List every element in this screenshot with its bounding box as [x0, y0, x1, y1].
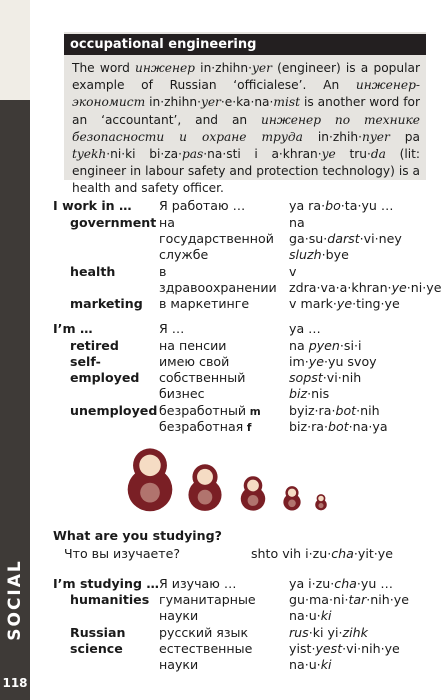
box-text-run: pa [389, 129, 420, 144]
box-text-run: ·ni·ki bi·za· [106, 147, 182, 162]
pron-run: na·u· [289, 657, 321, 672]
matryoshka-doll [128, 448, 173, 511]
pron-run: ·si·i [339, 338, 362, 353]
pron-run: ·ni·ye [406, 280, 442, 295]
english-phrase: unemployed [70, 403, 158, 418]
pronunciation [289, 354, 377, 370]
pron-run: ·bye [321, 247, 349, 262]
pron-run: im· [289, 354, 309, 369]
matryoshka-doll [315, 494, 327, 510]
pron-run: bot [328, 419, 349, 434]
pron-run: ya … [289, 321, 321, 336]
russian-phrase: естественные [159, 641, 253, 656]
pron-run: ye [308, 354, 324, 369]
russian-phrase: Я изучаю … [159, 576, 237, 591]
box-text-run: ·e·ka·na· [220, 95, 274, 110]
russian-phrase: русский язык [159, 625, 249, 640]
russian-phrase: безработный m [159, 403, 261, 418]
russian-phrase: науки [159, 608, 199, 623]
pron-run: yist· [289, 641, 316, 656]
box-text-run: инженер-экономист [72, 78, 420, 110]
pron-run: na·u· [289, 608, 321, 623]
pron-run: ye [336, 296, 353, 311]
pron-run: pyen [308, 338, 340, 353]
pron-run: ya ra· [289, 198, 326, 213]
info-box-body [72, 60, 420, 198]
gender-marker: f [243, 422, 252, 434]
pron-run: v mark· [289, 296, 337, 311]
pronunciation [289, 264, 296, 280]
pron-run: ·ki yi· [308, 625, 343, 640]
box-text-run: in·zhihn· [195, 61, 252, 75]
box-text-run: The word [72, 61, 135, 75]
pronunciation [289, 370, 361, 386]
section-label: SOCIAL [5, 559, 25, 641]
russian-phrase: имею свой [159, 354, 230, 369]
pron-run: v [289, 264, 297, 279]
russian-phrase: Я … [159, 321, 185, 336]
matryoshka-doll [188, 464, 221, 511]
pron-run: na [289, 338, 309, 353]
pronunciation [289, 321, 321, 337]
box-text-run: mist [273, 95, 300, 110]
pron-run: na [289, 215, 305, 230]
box-text-run: yer [200, 95, 221, 110]
pronunciation [289, 608, 331, 624]
box-text-run: yer [252, 61, 272, 75]
pron-run: ·nih [356, 403, 380, 418]
pronunciation [289, 657, 331, 673]
pron-run: ·na·ya [348, 419, 388, 434]
pron-run: zihk [342, 625, 368, 640]
box-text-run: инженер [135, 61, 195, 75]
box-text-run: da [370, 147, 386, 162]
box-text-run: инженер по технике безопасности и охране труда [72, 112, 420, 144]
pronunciation [289, 296, 400, 312]
russian-phrase: на пенсии [159, 338, 227, 353]
english-phrase: humanities [70, 592, 150, 607]
english-phrase: I’m studying … [53, 576, 159, 591]
russian-phrase: государственной [159, 231, 274, 246]
box-text-run: ye [321, 147, 336, 162]
pron-run: ·ta·yu … [340, 198, 394, 213]
pronunciation [289, 625, 368, 641]
pron-run: bot [335, 403, 357, 418]
pron-run: sopst [289, 370, 323, 385]
english-phrase: Russian [70, 625, 126, 640]
pron-run: ·nis [307, 386, 330, 401]
pron-run: biz·ra· [289, 419, 329, 434]
english-phrase: marketing [70, 296, 143, 311]
english-phrase: health [70, 264, 116, 279]
english-phrase: I’m … [53, 321, 93, 336]
pron-run: ·yu svoy [323, 354, 377, 369]
pronunciation [289, 592, 409, 608]
english-phrase: I work in … [53, 198, 132, 213]
pronunciation [289, 419, 388, 435]
pron-run: gu·ma·ni· [289, 592, 349, 607]
english-phrase: retired [70, 338, 119, 353]
pron-run: yest [315, 641, 343, 656]
box-text-run: pas [181, 147, 204, 162]
english-phrase: What are you studying? [53, 528, 222, 543]
english-phrase: employed [70, 370, 140, 385]
pron-run: bo [325, 198, 341, 213]
russian-phrase: в [159, 264, 167, 279]
pronunciation [289, 231, 402, 247]
box-text-run: tyekh [72, 147, 107, 162]
pronunciation [289, 386, 329, 402]
matryoshka-doll [241, 476, 265, 510]
pron-run: ·vi·ney [359, 231, 402, 246]
russian-phrase: на [159, 215, 175, 230]
pron-run: ·nih·ye [366, 592, 409, 607]
russian-phrase: в маркетинге [159, 296, 250, 311]
info-box-title: occupational engineering [64, 34, 426, 55]
study-question-pronunciation [251, 546, 393, 562]
russian-phrase: Я работаю … [159, 198, 246, 213]
study-question-russian: Что вы изучаете? [64, 546, 181, 561]
pron-run: zdra·va·a·khran· [289, 280, 392, 295]
russian-phrase: службе [159, 247, 209, 262]
english-phrase: science [70, 641, 123, 656]
pron-run: ya i·zu· [289, 576, 335, 591]
russian-phrase: безработная f [159, 419, 252, 434]
pron-run: ·vi·nih [322, 370, 362, 385]
box-text-run: in·zhihn· [145, 95, 201, 110]
pron-run: cha [334, 576, 357, 591]
pron-run: ye [391, 280, 407, 295]
english-phrase: government [70, 215, 157, 230]
matryoshka-illustration [120, 440, 340, 515]
pronunciation [289, 338, 361, 354]
pron-run: biz [289, 386, 308, 401]
pron-run: ·ting·ye [352, 296, 400, 311]
box-text-run: in·zhih· [302, 129, 362, 144]
pron-run: ·vi·nih·ye [342, 641, 400, 656]
pronunciation [289, 641, 400, 657]
pron-run: cha [331, 546, 354, 561]
box-text-run: ·na·sti i a·khran· [203, 147, 322, 162]
pronunciation [289, 280, 441, 296]
pron-run: ga·su· [289, 231, 328, 246]
box-text-run: tru· [335, 147, 371, 162]
russian-phrase: гуманитарные [159, 592, 256, 607]
pron-run: tar [348, 592, 367, 607]
english-phrase: self- [70, 354, 101, 369]
matryoshka-doll [283, 486, 300, 510]
pron-run: darst [327, 231, 360, 246]
russian-phrase: бизнес [159, 386, 205, 401]
pron-run: ·yit·ye [353, 546, 393, 561]
box-text-run: is another word for an ‘accountant’, and an [72, 95, 420, 127]
box-text-run: (engineer) is a popular example of Russian ‘officialese’. An [72, 61, 420, 93]
pronunciation [289, 198, 393, 214]
pron-run: rus [289, 625, 309, 640]
pron-run: sluzh [289, 247, 322, 262]
russian-phrase: собственный [159, 370, 246, 385]
pron-run: ki [320, 657, 332, 672]
russian-phrase: науки [159, 657, 199, 672]
pron-run: shto vih i·zu· [251, 546, 332, 561]
pron-run: ·yu … [356, 576, 393, 591]
pronunciation [289, 215, 305, 231]
box-text-run: (lit: engineer in labour safety and protection technology) is a health and safety officer. [72, 147, 421, 196]
pron-run: ki [320, 608, 332, 623]
russian-phrase: здравоохранении [159, 280, 277, 295]
pron-run: byiz·ra· [289, 403, 336, 418]
pronunciation [289, 403, 380, 419]
box-text-run: nyer [362, 129, 390, 144]
page-number: 118 [2, 676, 28, 690]
pronunciation [289, 247, 349, 263]
pronunciation [289, 576, 393, 592]
gender-marker: m [246, 406, 261, 418]
